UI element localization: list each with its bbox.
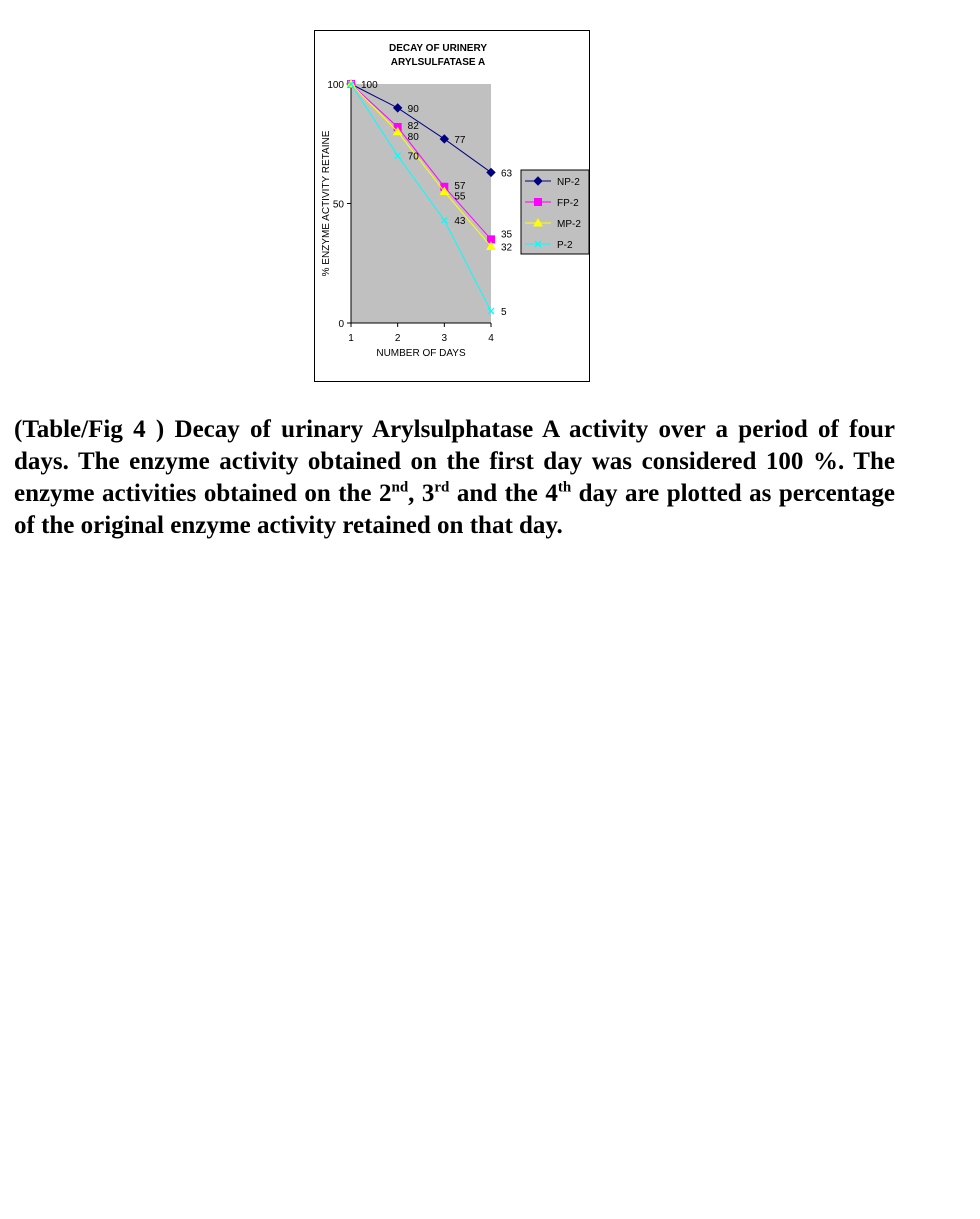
figure-caption — [14, 414, 895, 542]
legend-label-np-2: NP-2 — [557, 177, 580, 188]
data-label-np-2: 63 — [501, 168, 513, 180]
y-axis-title: % ENZYME ACTIVITY RETAINE — [321, 130, 332, 277]
data-label-p-2: 70 — [407, 151, 419, 163]
data-label-fp-2: 82 — [407, 121, 419, 133]
chart-title-line: ARYLSULFATASE A — [390, 57, 486, 68]
data-label-mp-2: 32 — [501, 242, 513, 254]
legend-label-fp-2: FP-2 — [557, 198, 579, 209]
data-label-np-2: 77 — [454, 134, 466, 146]
x-tick-label: 4 — [488, 333, 494, 344]
plot-area — [351, 84, 491, 323]
caption-sup-th: th — [557, 479, 572, 496]
x-axis-title: NUMBER OF DAYS — [376, 348, 466, 359]
caption-text-3: and the 4 — [449, 480, 558, 507]
legend-marker-fp-2 — [535, 199, 542, 206]
data-label-p-2: 5 — [501, 307, 507, 319]
caption-sup-rd: rd — [434, 479, 450, 496]
legend-label-mp-2: MP-2 — [557, 219, 581, 230]
y-tick-label: 100 — [327, 80, 344, 91]
x-tick-label: 2 — [394, 333, 401, 344]
data-label-mp-2: 55 — [454, 191, 466, 203]
line-chart — [315, 31, 591, 383]
y-tick-label: 0 — [338, 319, 344, 330]
caption-text-1: (Table/Fig 4 ) Decay of urinary Arylsulphatase A activity over a period of four days. The enzyme activity obtained on the first day was considered 100 %. The enzyme activities obtained on the 2 — [14, 416, 895, 507]
chart-title-line: DECAY OF URINERY — [389, 43, 487, 54]
y-tick-label: 50 — [332, 199, 344, 211]
caption-text-2: , 3 — [408, 480, 435, 507]
data-label-p-2: 43 — [454, 216, 466, 228]
x-tick-label: 3 — [441, 333, 448, 344]
chart-container — [314, 30, 590, 382]
legend-label-p-2: P-2 — [557, 240, 573, 251]
caption-text-4: day are plotted as percentage of the original enzyme activity retained on that day. — [14, 480, 895, 539]
x-tick-label: 1 — [348, 333, 354, 344]
data-label-mp-2: 80 — [407, 131, 419, 143]
data-label-np-2: 90 — [407, 103, 419, 115]
caption-sup-nd: nd — [391, 479, 409, 496]
data-label-np-2: 100 — [361, 80, 378, 91]
data-label-fp-2: 57 — [454, 180, 466, 192]
data-label-fp-2: 35 — [501, 229, 513, 241]
